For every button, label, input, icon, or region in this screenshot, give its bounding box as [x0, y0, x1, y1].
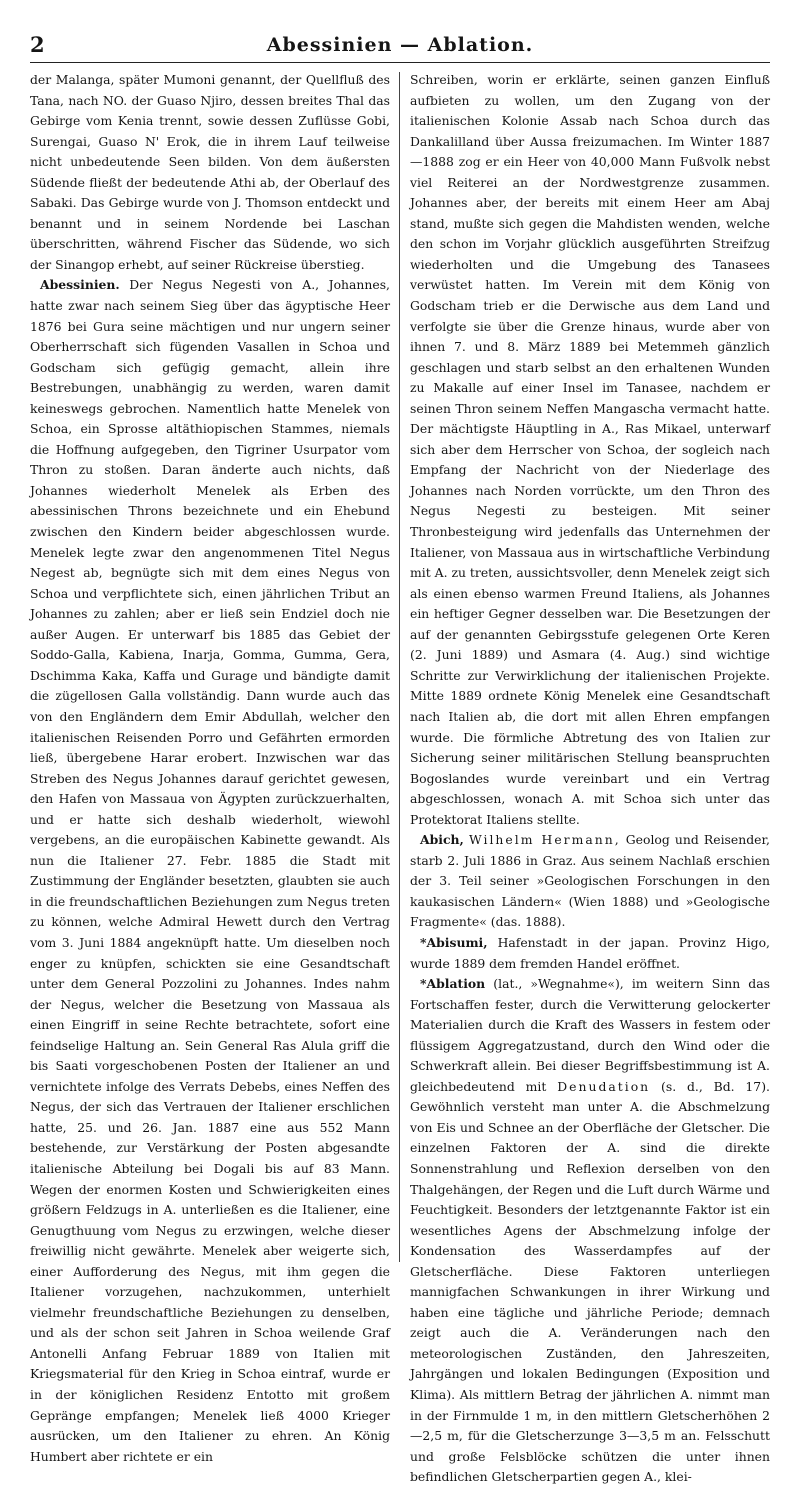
person-name: Wilhelm Hermann,	[468, 832, 621, 848]
entry-ablation	[410, 974, 770, 1488]
right-column	[410, 70, 770, 1488]
lemma-ablation: *Ablation	[420, 976, 486, 992]
column-divider	[399, 72, 400, 1262]
lemma-abisumi: *Abisumi,	[420, 934, 488, 950]
page-number: 2	[30, 32, 45, 57]
malanga-continuation: der Malanga, später Mumoni genannt, der Quellfluß des Tana, nach NO. der Guaso Njiro, dessen breites Thal das Gebirge vom Kenia trennt, sowie dessen Zuflüsse Gobi, Surengai, Guaso N' Erok, die in ihrem Lauf teilweise nicht unbedeutende Seen bilden. Von dem äußersten Südende fließt der bedeutende Athi ab, der Oberlauf des Sabaki. Das Gebirge wurde von J. Thomson entdeckt und benannt und in seinem Nordende bei Laschan überschritten, während Fischer das Südende, wo sich der Sinangop erhebt, auf seiner Rückreise überstieg.	[30, 72, 390, 272]
entry-ablation-text-1: (lat., »Wegnahme«), im weitern Sinn das Fortschaffen fester, durch die Verwitterung gelockerter Materialien durch die Kraft des Wassers in festem oder flüssigem Aggregatzustand, durch den Wind oder die Schwerkraft allein. Bei dieser Begriffsbestimmung ist A. gleichbedeutend mit	[410, 976, 770, 1094]
running-title: Abessinien — Ablation.	[266, 34, 534, 56]
lemma-abessinien: Abessinien.	[40, 277, 120, 293]
abessinien-continuation: Schreiben, worin er erklärte, seinen ganzen Einfluß aufbieten zu wollen, um den Zugang von der italienischen Kolonie Assab nach Schoa durch das Dankalilland über Aussa freizumachen. Im Winter 1887—1888 zog er ein Heer von 40,000 Mann Fußvolk nebst viel Reiterei an der Nordwestgrenze zusammen. Johannes aber, der bereits mit einem Heer am Abaj stand, mußte sich gegen die Mahdisten wenden, welche den schon im Vorjahr glücklich ausgeführten Streifzug wiederholten und die Umgebung des Tanasees verwüstet hatten. Im Verein mit dem König von Godscham trieb er die Derwische aus dem Land und verfolgte sie über die Grenze hinaus, wurde aber von ihnen 7. und 8. März 1889 bei Metemmeh gänzlich geschlagen und starb selbst an den erhaltenen Wunden zu Makalle auf einer Insel im Tanasee, nachdem er seinen Thron seinem Neffen Mangascha vermacht hatte. Der mächtigste Häuptling in A., Ras Mikael, unterwarf sich aber dem Herrscher von Schoa, der sogleich nach Empfang der Nachricht von der Niederlage des Johannes nach Norden vorrückte, um den Thron des Negus Negesti zu besteigen. Mit seiner Thronbesteigung wird jedenfalls das Unternehmen der Italiener, von Massaua aus in wirtschaftliche Verbindung mit A. zu treten, aussichtsvoller, denn Menelek zeigt sich als einen ebenso warmen Freund Italiens, als Johannes ein heftiger Gegner desselben war. Die Besetzungen der auf der genannten Gebirgsstufe gelegenen Orte Keren (2. Juni 1889) und Asmara (4. Aug.) sind wichtige Schritte zur Verwirklichung der italienischen Projekte. Mitte 1889 ordnete König Menelek eine Gesandtschaft nach Italien ab, die dort mit allen Ehren empfangen wurde. Die förmliche Abtretung des von Italien zur Sicherung seiner militärischen Stellung beanspruchten Bogoslandes wurde vereinbart und ein Vertrag abgeschlossen, wonach A. mit Schoa sich unter das Protektorat Italiens stellte.	[410, 72, 770, 827]
entry-abisumi	[410, 933, 770, 974]
entry-abessinien	[30, 275, 390, 1467]
page-header	[30, 30, 770, 63]
lemma-abich: Abich,	[420, 832, 464, 848]
entry-abisumi-text: Hafenstadt in der japan. Provinz Higo, wurde 1889 dem fremden Handel eröffnet.	[410, 934, 770, 971]
left-column	[30, 70, 390, 1467]
entry-abich-text: Geolog und Reisender, starb 2. Juli 1886 in Graz. Aus seinem Nachlaß erschien der 3. Teil seiner »Geologischen Forschungen in den kaukasischen Ländern« (Wien 1888) und »Geologische Fragmente« (das. 1888).	[410, 832, 770, 930]
cross-reference: Denudation	[557, 1078, 651, 1094]
entry-abich	[410, 830, 770, 933]
entry-ablation-text-2: (s. d., Bd. 17). Gewöhnlich versteht man unter A. die Abschmelzung von Eis und Schnee an der Oberfläche der Gletscher. Die einzelnen Faktoren der A. sind die direkte Sonnenstrahlung und Reflexion derselben von den Thalgehängen, der Regen und die Luft durch Wärme und Feuchtigkeit. Besonders der letztgenannte Faktor ist ein wesentliches Agens der Abschmelzung infolge der Kondensation des Wasserdampfes auf der Gletscherfläche. Diese Faktoren unterliegen mannigfachen Schwankungen in ihrer Wirkung und haben eine tägliche und jährliche Periode; demnach zeigt auch die A. Veränderungen nach den meteorologischen Zuständen, den Jahreszeiten, Jahrgängen und lokalen Bedingungen (Exposition und Klima). Als mittlern Betrag der jährlichen A. nimmt man in der Firnmulde 1 m, in den mittlern Gletscherhöhen 2—2,5 m, für die Gletscherzunge 3—3,5 m an. Felsschutt und große Felsblöcke schützen die unter ihnen befindlichen Gletscherpartien gegen A., klei-	[410, 1078, 770, 1485]
entry-abessinien-text: Der Negus Negesti von A., Johannes, hatte zwar nach seinem Sieg über das ägyptische Heer 1876 bei Gura seine mächtigen und nur ungern seiner Oberherrschaft sich fügenden Vasallen in Schoa und Godscham sich gefügig gemacht, allein ihre Bestrebungen, unabhängig zu werden, waren damit keineswegs gebrochen. Namentlich hatte Menelek von Schoa, ein Sprosse altäthiopischen Stammes, niemals die Hoffnung aufgegeben, den Tigriner Usurpator vom Thron zu stoßen. Daran änderte auch nichts, daß Johannes wiederholt Menelek als Erben des abessinischen Throns bezeichnete und ein Ehebund zwischen den Kindern beider abgeschlossen wurde. Menelek legte zwar den angenommenen Titel Negus Negest ab, begnügte sich mit dem eines Negus von Schoa und verpflichtete sich, einen jährlichen Tribut an Johannes zu zahlen; aber er ließ sein Endziel doch nie außer Augen. Er unterwarf bis 1885 das Gebiet der Soddo-Galla, Kabiena, Inarja, Gomma, Gumma, Gera, Dschimma Kaka, Kaffa und Gurage und bändigte damit die zügellosen Galla vollständig. Dann wurde auch das von den Engländern dem Emir Abdullah, welcher den italienischen Reisenden Porro und Gefährten ermorden ließ, übergebene Harar erobert. Inzwischen war das Streben des Negus Johannes darauf gerichtet gewesen, den Hafen von Massaua von Ägypten zurückzuerhalten, und er hatte sich deshalb wiederholt, wiewohl vergebens, an die europäischen Kabinette gewandt. Als nun die Italiener 27. Febr. 1885 die Stadt mit Zustimmung der Engländer besetzten, glaubten sie auch in die freundschaftlichen Beziehungen zum Negus treten zu können, welche Admiral Hewett durch den Vertrag vom 3. Juni 1884 angeknüpft hatte. Um dieselben noch enger zu knüpfen, schickten sie eine Gesandtschaft unter dem General Pozzolini zu Johannes. Indes nahm der Negus, welcher die Besetzung von Massaua als einen Eingriff in seine Rechte betrachtete, sofort eine feindselige Haltung an. Sein General Ras Alula griff die bis Saati vorgeschobenen Posten der Italiener an und vernichtete infolge des Verrats Debebs, eines Neffen des Negus, der sich das Vertrauen der Italiener erschlichen hatte, 25. und 26. Jan. 1887 eine aus 552 Mann bestehende, zur Verstärkung der Posten abgesandte italienische Abteilung bei Dogali bis auf 83 Mann. Wegen der enormen Kosten und Schwierigkeiten eines größern Feldzugs in A. unterließen es die Italiener, eine Genugthuung vom Negus zu erzwingen, welche dieser freiwillig nicht gewährte. Menelek aber weigerte sich, einer Aufforderung des Negus, mit ihm gegen die Italiener vorzugehen, nachzukommen, unterhielt vielmehr freundschaftliche Beziehungen zu denselben, und als der schon seit Jahren in Schoa weilende Graf Antonelli Anfang Februar 1889 von Italien mit Kriegsmaterial für den Krieg in Schoa eintraf, wurde er in der königlichen Residenz Entotto mit großem Gepränge empfangen; Menelek ließ 4000 Krieger ausrücken, um den Italiener zu ehren. An König Humbert aber richtete er ein	[30, 277, 390, 1464]
